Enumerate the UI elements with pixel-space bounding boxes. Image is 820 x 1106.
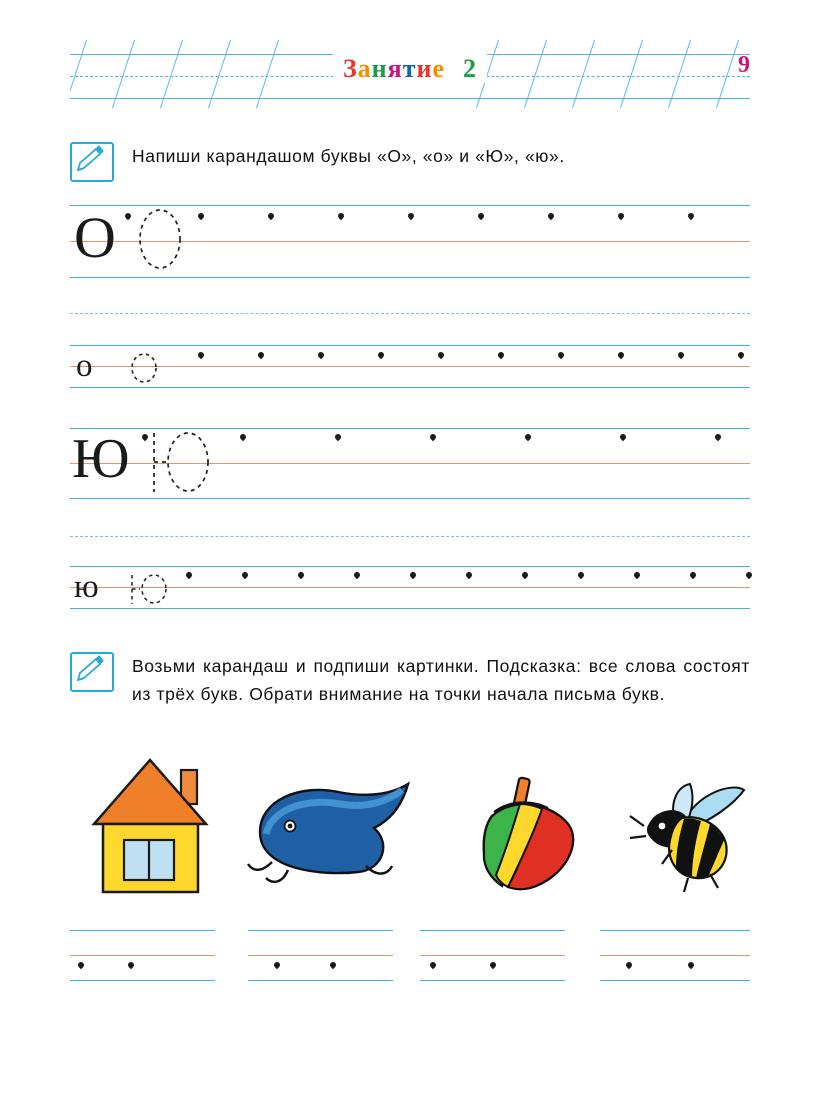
answer-line-3[interactable]	[420, 930, 565, 980]
start-dot	[524, 433, 532, 441]
house-picture	[78, 752, 223, 902]
start-dot	[745, 571, 753, 579]
dashed-letter-yu-small	[128, 574, 176, 606]
stave-uppercase-yu	[70, 428, 750, 498]
start-dot	[267, 212, 275, 220]
page-number: 9	[738, 52, 750, 78]
start-dot	[489, 961, 497, 969]
answer-line-1[interactable]	[70, 930, 215, 980]
task-1-text: Напиши карандашом буквы «О», «о» и «Ю», «ю».	[132, 146, 565, 166]
answer-line-4[interactable]	[600, 930, 750, 980]
task-2-text: Возьми карандаш и подпиши картинки. Подсказка: все слова состоят из трёх букв. Обрати внимание на точки начала письма букв.	[132, 656, 750, 704]
start-dot	[687, 212, 695, 220]
start-dot	[737, 351, 745, 359]
start-dot	[437, 351, 445, 359]
dashed-letter-o-small	[126, 353, 170, 385]
title-letter: З	[342, 54, 358, 83]
start-dot	[497, 351, 505, 359]
start-dot	[297, 571, 305, 579]
start-dot	[617, 212, 625, 220]
start-dot	[577, 571, 585, 579]
title-letter: н	[371, 54, 388, 83]
start-dot	[557, 351, 565, 359]
start-dot	[329, 961, 337, 969]
spinning-top-picture	[470, 776, 590, 901]
start-dot	[714, 433, 722, 441]
start-dot	[377, 351, 385, 359]
stave-uppercase-o	[70, 205, 750, 277]
title-letter: е	[432, 54, 446, 83]
model-letter: Ю	[72, 428, 130, 490]
page-header	[70, 40, 750, 108]
model-letter: ю	[74, 569, 99, 605]
start-dot	[429, 961, 437, 969]
start-dot	[477, 212, 485, 220]
title-letter: я	[387, 54, 403, 83]
task-1	[70, 142, 750, 182]
start-dot	[619, 433, 627, 441]
pencil-icon	[70, 142, 114, 182]
start-dot	[197, 212, 205, 220]
start-dot	[687, 961, 695, 969]
start-dot	[407, 212, 415, 220]
title-letter: а	[357, 54, 372, 83]
model-letter: О	[74, 205, 116, 270]
task-2	[70, 652, 750, 708]
answer-line-2[interactable]	[248, 930, 393, 980]
pencil-icon	[70, 652, 114, 692]
start-dot	[337, 212, 345, 220]
dashed-letter-yu	[148, 430, 220, 496]
start-dot	[185, 571, 193, 579]
start-dot	[317, 351, 325, 359]
title-letter: и	[416, 54, 433, 83]
start-dot	[77, 961, 85, 969]
start-dot	[547, 212, 555, 220]
title-letter: т	[402, 54, 417, 83]
dashed-letter-o	[132, 207, 192, 273]
start-dot	[334, 433, 342, 441]
start-dot	[127, 961, 135, 969]
start-dot	[273, 961, 281, 969]
start-dot	[409, 571, 417, 579]
start-dot	[689, 571, 697, 579]
start-dot	[465, 571, 473, 579]
start-dot	[617, 351, 625, 359]
start-dot	[677, 351, 685, 359]
start-dot	[429, 433, 437, 441]
wasp-picture	[626, 778, 751, 896]
start-dot	[239, 433, 247, 441]
model-letter: о	[76, 348, 93, 384]
start-dot	[241, 571, 249, 579]
stave-lowercase-o	[70, 345, 750, 387]
page-title	[70, 54, 750, 84]
lesson-number: 2	[463, 54, 478, 83]
start-dot	[124, 212, 132, 220]
start-dot	[625, 961, 633, 969]
whale-picture	[242, 774, 427, 894]
picture-row	[70, 752, 750, 902]
start-dot	[633, 571, 641, 579]
start-dot	[521, 571, 529, 579]
stave-lowercase-yu	[70, 566, 750, 608]
start-dot	[257, 351, 265, 359]
start-dot	[197, 351, 205, 359]
start-dot	[353, 571, 361, 579]
